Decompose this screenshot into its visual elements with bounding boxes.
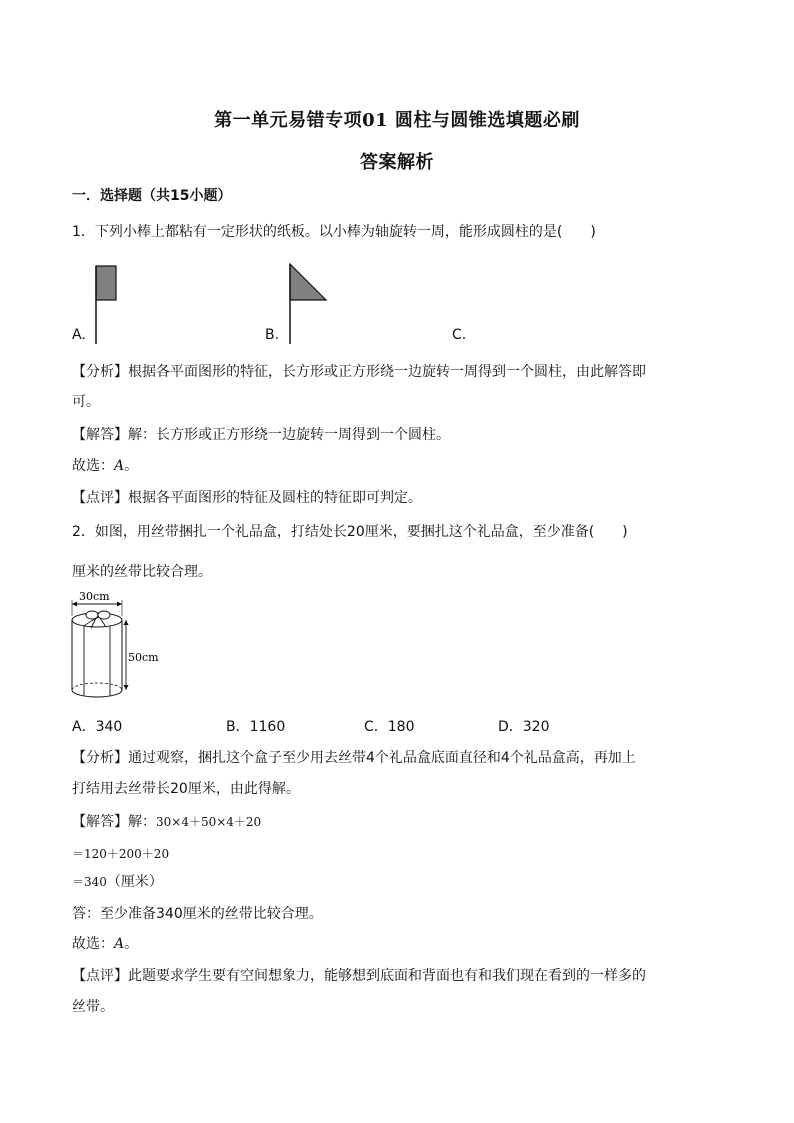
choice-letter: A bbox=[114, 936, 125, 952]
q2-comment: 【点评】此题要求学生要有空间想象力，能够想到底面和背面也有和我们现在看到的一样多的 bbox=[72, 968, 646, 984]
calc-result: ＝340 bbox=[72, 875, 107, 889]
section-heading: 一．选择题（共15小题） bbox=[72, 188, 232, 204]
calc-unit: （厘米） bbox=[106, 874, 163, 890]
q1-option-c: C. bbox=[452, 327, 467, 343]
q2-analysis-cont: 打结用去丝带长20厘米，由此得解。 bbox=[72, 781, 300, 797]
q2-option-c: C．180 bbox=[364, 719, 415, 735]
bow-loop bbox=[98, 611, 110, 619]
arrow-head bbox=[124, 620, 129, 625]
q1-choice bbox=[72, 456, 138, 476]
height-label: 50cm bbox=[128, 651, 159, 664]
q1-figure-b bbox=[286, 262, 330, 346]
arrow-head bbox=[117, 602, 122, 607]
q1-question: 1．下列小棒上都粘有一定形状的纸板。以小棒为轴旋转一周，能形成圆柱的是( ) bbox=[72, 224, 596, 240]
q2-choice bbox=[72, 934, 138, 954]
q2-question: 2．如图，用丝带捆扎一个礼品盒，打结处长20厘米，要捆扎这个礼品盒，至少准备( ) bbox=[72, 524, 628, 540]
q2-answer: 答：至少准备340厘米的丝带比较合理。 bbox=[72, 906, 323, 922]
q1-option-b: B. bbox=[265, 327, 280, 343]
document-subtitle: 答案解析 bbox=[360, 152, 434, 173]
choice-prefix: 故选： bbox=[72, 458, 114, 474]
q2-solution bbox=[72, 812, 261, 832]
q1-analysis: 【分析】根据各平面图形的特征，长方形或正方形绕一边旋转一周得到一个圆柱，由此解答即 bbox=[72, 364, 646, 380]
document-title: 第一单元易错专项01 圆柱与圆锥选填题必刷 bbox=[214, 110, 580, 131]
arrow-head bbox=[124, 685, 129, 690]
calc-step-1: 30×4＋50×4＋20 bbox=[156, 815, 262, 829]
q2-option-b: B．1160 bbox=[226, 719, 286, 735]
choice-prefix: 故选： bbox=[72, 936, 114, 952]
q1-comment: 【点评】根据各平面图形的特征及圆柱的特征即可判定。 bbox=[72, 490, 422, 506]
q2-cylinder-figure bbox=[64, 590, 164, 704]
choice-suffix: 。 bbox=[124, 458, 139, 474]
arrow-head bbox=[72, 602, 77, 607]
cylinder-bottom-back bbox=[72, 683, 122, 690]
bow-loop bbox=[86, 611, 98, 619]
q2-option-d: D．320 bbox=[498, 719, 550, 735]
calc-step-2: ＝120＋200＋20 bbox=[72, 847, 170, 861]
q2-question-cont: 厘米的丝带比较合理。 bbox=[72, 564, 212, 580]
q1-solution: 【解答】解：长方形或正方形绕一边旋转一周得到一个圆柱。 bbox=[72, 427, 450, 443]
q1-analysis-cont: 可。 bbox=[72, 394, 100, 410]
q2-option-a: A．340 bbox=[72, 719, 123, 735]
q2-analysis: 【分析】通过观察，捆扎这个盒子至少用去丝带4个礼品盒底面直径和4个礼品盒高，再加上 bbox=[72, 750, 636, 766]
q1-option-a: A. bbox=[72, 327, 86, 343]
solution-prefix: 【解答】解： bbox=[72, 814, 156, 830]
diameter-label: 30cm bbox=[79, 590, 110, 603]
calc-step-3 bbox=[72, 872, 163, 892]
rectangle-paper bbox=[96, 266, 116, 300]
cylinder-bottom-front bbox=[72, 690, 122, 697]
q2-comment-cont: 丝带。 bbox=[72, 999, 114, 1015]
q1-figure-a bbox=[92, 262, 122, 346]
choice-letter: A bbox=[114, 458, 125, 474]
triangle-paper bbox=[290, 264, 326, 300]
choice-suffix: 。 bbox=[124, 936, 139, 952]
